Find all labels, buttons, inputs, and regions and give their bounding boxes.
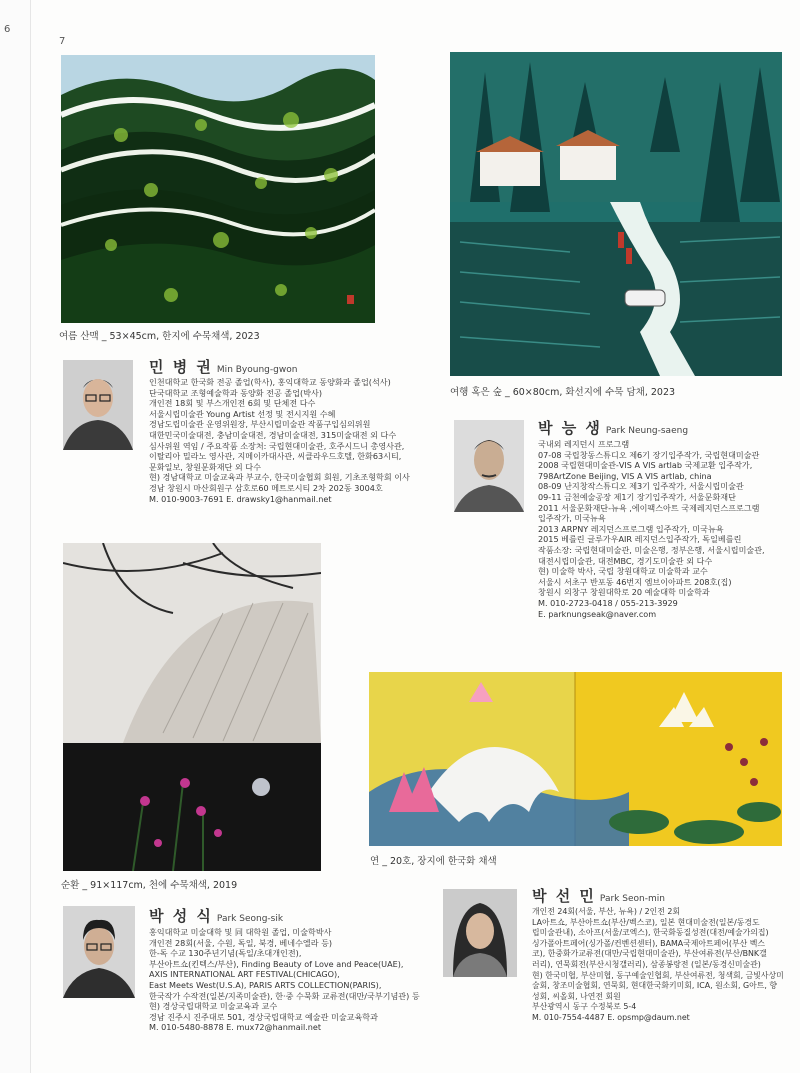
bio-line: M. 010-5480-8878 E. mux72@hanmail.net <box>149 1022 322 1033</box>
bio-line: 작품소장: 국립현대미술관, 미술은행, 정부은행, 서울시립미술관, <box>538 544 765 555</box>
bio-line: 대한민국미술대전, 충남미술대전, 경남미술대전, 315미술대전 외 다수 <box>149 429 397 440</box>
bio-line: LA아트쇼, 부산아트쇼(부산/벡스코), 일본 현대미술전(일본/동경도 <box>532 917 760 927</box>
catalog-page <box>30 0 800 1073</box>
artist-name <box>538 417 688 438</box>
artwork-summer-mountains <box>61 55 375 323</box>
bio-line: 성회, 씨올회, 나연전 회원 <box>532 991 621 1001</box>
artist-name-english: Park Neung-saeng <box>605 426 689 436</box>
bio-line: 심사위원 역임 / 주요작품 소장처: 국립현대미술관, 호주시드니 총영사관, <box>149 440 405 451</box>
artwork-caption: 순환 _ 91×117cm, 천에 수묵채색, 2019 <box>61 880 238 891</box>
bio-line: 서울시 서초구 반포동 46번지 엠브이아파트 208호(집) <box>538 576 732 587</box>
artist-bio <box>149 927 420 1033</box>
bio-line: 한국작가 수작전(일본/지족미술관), 한·중 수묵화 교류전(대만/국부기념관) 등 <box>149 990 420 1001</box>
bio-line: 개인전 24회(서울, 부산, 뉴욕) / 2인전 2회 <box>532 907 681 916</box>
bio-line: 798ArtZone Beijing, VIS A VIS artlab, china <box>538 470 712 481</box>
page-gutter <box>0 0 30 1073</box>
bio-line: 경남 창원시 마산회원구 삼호로60 메트로시티 2차 202동 3004호 <box>149 482 383 493</box>
bio-line: 서울시립미술관 Young Artist 선정 및 전시지원 수혜 <box>149 408 336 419</box>
bio-line: 현) 경상국립대학교 미술교육과 교수 <box>149 1001 278 1012</box>
artist-name-korean: 박 선 민 <box>532 887 596 905</box>
bio-line: 국내외 레지던시 프로그램 <box>538 439 630 449</box>
bio-line: 단국대학교 조형예술학과 동양화 전공 졸업(박사) <box>149 387 322 398</box>
bio-line: 한-독 수교 130주년기념(독일/초대개인전), <box>149 948 302 959</box>
bio-line: 부산아트쇼(킨텍스/부산), Finding Beauty of Love and Peace(UAE), <box>149 958 404 969</box>
bio-line: 부산광역시 동구 수정북로 5-4 <box>532 1002 637 1012</box>
avatar <box>454 420 524 512</box>
bio-line: 현) 한국미협, 부산미협, 동구예술인협회, 부산여류전, 청색회, 금빛사상미 <box>532 970 784 980</box>
artist-name <box>149 905 283 926</box>
bio-line: M. 010-9003-7691 E. drawsky1@hanmail.net <box>149 493 332 504</box>
artwork-caption: 여름 산맥 _ 53×45cm, 한지에 수묵채색, 2023 <box>59 331 260 342</box>
bio-line: East Meets West(U.S.A), PARIS ARTS COLLECTION(PARIS), <box>149 979 382 990</box>
artist-name <box>532 885 665 906</box>
bio-line: 2008 국립현대미술관-VIS A VIS artlab 국제교환 입주작가, <box>538 460 753 471</box>
artwork-caption: 여행 혹은 숲 _ 60×80cm, 화선지에 수묵 담채, 2023 <box>450 387 676 398</box>
bio-line: 창원시 의창구 창원대학로 20 예술대학 미술학과 <box>538 587 710 598</box>
artist-bio <box>538 439 765 619</box>
artwork-lotus <box>369 672 782 846</box>
bio-line: 개인전 28회(서울, 수원, 독일, 북경, 베네수엘라 등) <box>149 937 333 948</box>
bio-line: 경남도립미술관 운영위원장, 부산시립미술관 작품구입심의위원 <box>149 419 371 430</box>
artist-name-english: Park Seong-sik <box>216 914 284 924</box>
artist-bio <box>149 377 410 504</box>
bio-line: 09-11 금천예술공장 제1기 장기입주작가, 서울문화재단 <box>538 491 736 502</box>
artist-name-korean: 민 병 권 <box>149 358 213 376</box>
bio-line: 립미술관내), 소아프(서울/코엑스), 한국화동질성전(대전/예술가의집) <box>532 928 769 938</box>
bio-line: 08-09 난지창작스튜디오 제3기 입주작가, 서울시립미술관 <box>538 481 744 492</box>
bio-line: 술회, 창조미술협회, 연묵회, 현대한국화키미회, ICA, 원소회, G아트, 향 <box>532 981 778 991</box>
bio-line: E. parknungseak@naver.com <box>538 608 657 619</box>
bio-line: 러리), 연묵회전(부산시청갤러리), 삼종봉랑전 (일본/동경신미술관) <box>532 959 761 969</box>
page-number: 7 <box>59 36 66 47</box>
bio-line: 대전시립미술관, 대전MBC, 경기도미술관 외 다수 <box>538 555 713 566</box>
avatar <box>63 360 133 450</box>
artwork-cycle <box>63 543 321 871</box>
bio-line: M. 010-2723-0418 / 055-213-3929 <box>538 597 678 608</box>
bio-line: 개인전 18회 및 부스개인전 6회 및 단체전 다수 <box>149 398 316 409</box>
bio-line: 2013 ARPNY 레지던스프로그램 입주작가, 미국뉴욕 <box>538 523 724 534</box>
bio-line: M. 010-7554-4487 E. opsmp@daum.net <box>532 1012 690 1022</box>
edge-page-number: 6 <box>4 24 11 35</box>
avatar <box>63 906 135 998</box>
bio-line: 현) 경남대학교 미술교육과 부교수, 한국미술협회 회원, 기초조형학회 이사 <box>149 472 410 483</box>
artwork-travel-forest <box>450 52 782 376</box>
artist-name-korean: 박 능 생 <box>538 419 602 437</box>
bio-line: 현) 미술학 박사, 국립 창원대학교 미술학과 교수 <box>538 566 708 577</box>
bio-line: 문화일보, 창원문화재단 외 다수 <box>149 461 261 472</box>
bio-line: 경남 진주시 진주대로 501, 경상국립대학교 예술관 미술교육학과 <box>149 1011 378 1022</box>
bio-line: 입주작가, 미국뉴욕 <box>538 513 606 524</box>
artist-bio <box>532 907 784 1024</box>
bio-line: 홍익대학교 미술대학 및 同 대학원 졸업, 미술학박사 <box>149 927 332 937</box>
bio-line: 07-08 국립창동스튜디오 제6기 장기입주작가, 국립현대미술관 <box>538 449 760 460</box>
bio-line: 2011 서울문화재단-뉴욕 ,에이팩스아트 국제레지던스프로그램 <box>538 502 760 513</box>
artwork-caption: 연 _ 20호, 장지에 한국화 채색 <box>370 856 497 867</box>
artist-name <box>149 356 297 377</box>
artist-name-korean: 박 성 식 <box>149 907 213 925</box>
artist-name-english: Park Seon-min <box>599 894 665 904</box>
bio-line: AXIS INTERNATIONAL ART FESTIVAL(CHICAGO), <box>149 969 340 980</box>
avatar <box>443 889 517 977</box>
bio-line: 싱가폴아트페어(싱가폴/컨벤션센터), BAMA국제아트페어(부산 벡스 <box>532 938 765 948</box>
bio-line: 인천대학교 한국화 전공 졸업(학사), 홍익대학교 동양화과 졸업(석사) <box>149 377 391 387</box>
bio-line: 코), 한중화가교류전(대만/국립현대미술관), 부산여류전(부산/BNK갤 <box>532 949 767 959</box>
bio-line: 2015 베를린 글루가우AIR 레지던스입주작가, 독일베를린 <box>538 534 742 545</box>
bio-line: 이탈리아 밀라노 영사관, 지메이카대사관, 씨클라우드호텔, 한화63시티, <box>149 451 402 462</box>
artist-name-english: Min Byoung-gwon <box>216 365 298 375</box>
